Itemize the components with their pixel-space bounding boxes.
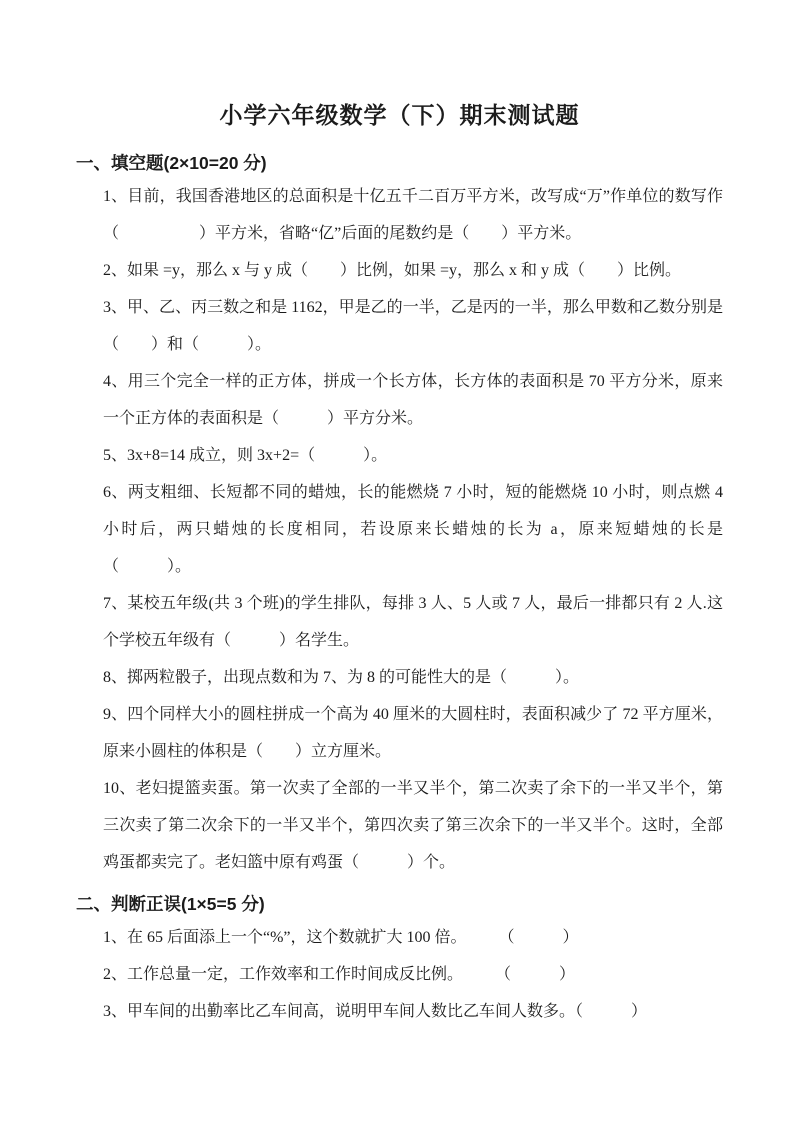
fill-question-6: 6、两支粗细、长短都不同的蜡烛，长的能燃烧 7 小时，短的能燃烧 10 小时，则点燃 4 小时后，两只蜡烛的长度相同，若设原来长蜡烛的长为 a，原来短蜡烛的长是（ ）。 — [103, 484, 723, 575]
page-title: 小学六年级数学（下）期末测试题 — [219, 102, 580, 128]
fill-question-5: 5、3x+8=14 成立，则 3x+2=（ ）。 — [103, 447, 388, 464]
fill-question-8: 8、掷两粒骰子，出现点数和为 7、为 8 的可能性大的是（ ）。 — [103, 669, 580, 686]
fill-in-blanks-section — [76, 148, 723, 881]
true-false-section — [76, 889, 723, 1030]
fill-question-4: 4、用三个完全一样的正方体，拼成一个长方体，长方体的表面积是 70 平方分米，原来一个正方体的表面积是（ ）平方分米。 — [103, 373, 723, 427]
fill-question-9: 9、四个同样大小的圆柱拼成一个高为 40 厘米的大圆柱时，表面积减少了 72 平方厘米，原来小圆柱的体积是（ ）立方厘米。 — [103, 706, 723, 760]
section-1-heading: 一、填空题(2×10=20 分) — [76, 153, 267, 173]
judge-question-3: 3、甲车间的出勤率比乙车间高，说明甲车间人数比乙车间人数多。（ ） — [103, 1003, 648, 1020]
fill-question-10: 10、老妇提篮卖蛋。第一次卖了全部的一半又半个，第二次卖了余下的一半又半个，第三次卖了第二次余下的一半又半个，第四次卖了第三次余下的一半又半个。这时，全部鸡蛋都卖完了。老妇篮中原有鸡蛋（ ）个。 — [103, 780, 723, 871]
fill-question-2: 2、如果 =y，那么 x 与 y 成（ ）比例，如果 =y，那么 x 和 y 成（ ）比例。 — [103, 262, 682, 279]
judge-question-2: 2、工作总量一定，工作效率和工作时间成反比例。 （ ） — [103, 966, 576, 983]
fill-question-3: 3、甲、乙、丙三数之和是 1162，甲是乙的一半，乙是丙的一半，那么甲数和乙数分别是（ ）和（ ）。 — [103, 299, 723, 353]
judge-question-1: 1、在 65 后面添上一个“%”，这个数就扩大 100 倍。 （ ） — [103, 929, 579, 946]
fill-question-7: 7、某校五年级(共 3 个班)的学生排队，每排 3 人、5 人或 7 人，最后一排都只有 2 人.这个学校五年级有（ ）名学生。 — [103, 595, 723, 649]
fill-question-1: 1、目前，我国香港地区的总面积是十亿五千二百万平方米，改写成“万”作单位的数写作（ ）平方米，省略“亿”后面的尾数约是（ ）平方米。 — [103, 188, 723, 242]
section-2-heading: 二、判断正误(1×5=5 分) — [76, 894, 265, 914]
